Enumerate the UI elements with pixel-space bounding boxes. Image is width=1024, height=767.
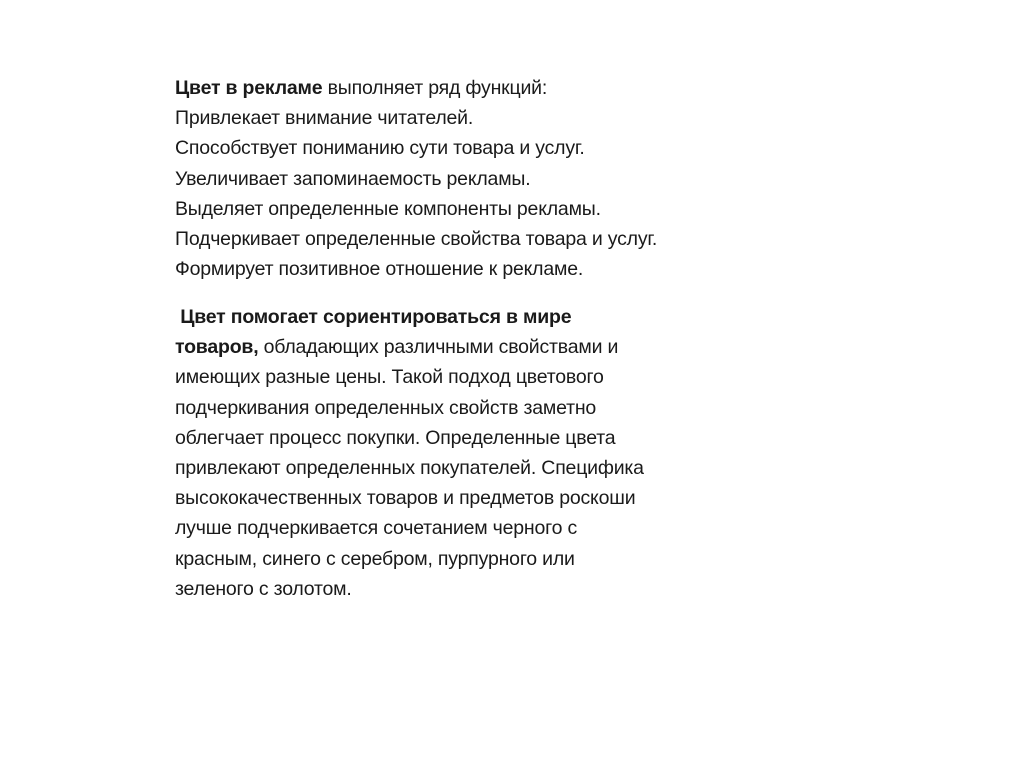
color-orientation-paragraph bbox=[175, 302, 735, 604]
paragraph-line: лучше подчеркивается сочетанием черного с bbox=[175, 517, 578, 540]
intro-line bbox=[175, 73, 815, 103]
paragraph-line: высококачественных товаров и предметов роскоши bbox=[175, 487, 636, 510]
function-line: Выделяет определенные компоненты рекламы. bbox=[175, 197, 601, 220]
function-line: Увеличивает запоминаемость рекламы. bbox=[175, 167, 531, 190]
paragraph-line: имеющих разные цены. Такой подход цветового bbox=[175, 366, 604, 389]
intro-rest: выполняет ряд функций: bbox=[322, 77, 548, 99]
orientation-bold-text: Цвет помогает сориентироваться в мире bbox=[180, 306, 572, 328]
orientation-heading-line bbox=[175, 302, 735, 332]
function-line: Подчеркивает определенные свойства товара и услуг. bbox=[175, 228, 658, 251]
intro-bold-term: Цвет в рекламе bbox=[175, 77, 323, 99]
function-line: Привлекает внимание читателей. bbox=[175, 107, 474, 130]
orientation-bold-continuation: товаров, bbox=[175, 336, 259, 359]
paragraph-line: красным, синего с серебром, пурпурного или bbox=[175, 547, 575, 570]
function-line: Формирует позитивное отношение к рекламе. bbox=[175, 258, 584, 281]
paragraph-line: подчеркивания определенных свойств заметно bbox=[175, 396, 597, 419]
function-line: Способствует пониманию сути товара и услуг. bbox=[175, 137, 585, 160]
paragraph-line: привлекают определенных покупателей. Специфика bbox=[175, 457, 644, 480]
color-functions-paragraph bbox=[175, 73, 815, 284]
paragraph-line: облегчает процесс покупки. Определенные цвета bbox=[175, 426, 616, 449]
orientation-second-line bbox=[175, 332, 735, 362]
orientation-second-rest: обладающих различными свойствами и bbox=[258, 336, 619, 359]
paragraph-line: зеленого с золотом. bbox=[175, 577, 352, 600]
